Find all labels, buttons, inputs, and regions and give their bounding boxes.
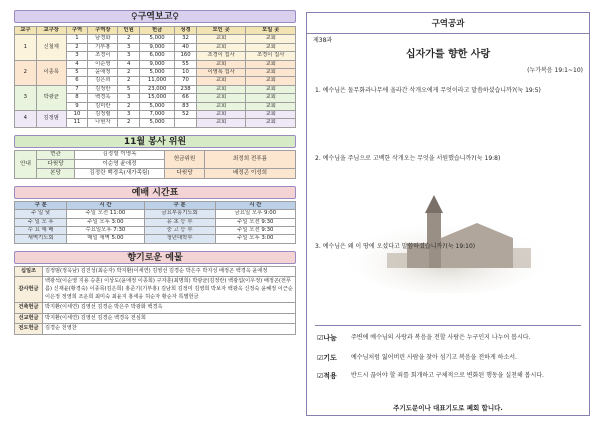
report-cell: 교회 xyxy=(246,43,296,51)
report-header-cell: 성경 xyxy=(175,27,197,35)
report-cell: 2 xyxy=(118,77,140,85)
report-row xyxy=(15,85,296,93)
report-row xyxy=(15,35,296,43)
lesson-section-title: 구역공과 xyxy=(307,13,589,34)
times-cell: 주일 오전 9:30 xyxy=(215,218,295,226)
report-cell: 55 xyxy=(175,60,197,68)
times-header-row xyxy=(15,201,296,209)
times-header-cell: 시 간 xyxy=(215,201,295,209)
times-cell: 주일 오후 3:00 xyxy=(67,218,144,226)
times-cell: 매일 새벽 5:00 xyxy=(67,235,144,243)
parish-leader-cell: 이종목 xyxy=(36,60,66,85)
report-cell: 김미란 xyxy=(88,102,118,110)
report-cell: 교회 xyxy=(196,119,246,127)
parish-leader-cell: 박광균 xyxy=(36,85,66,110)
times-cell: 청년대학부 xyxy=(144,235,215,243)
divider xyxy=(315,325,581,326)
report-cell: 3 xyxy=(118,94,140,102)
times-cell: 금요부흥기도회 xyxy=(144,210,215,218)
times-header-cell: 시 간 xyxy=(67,201,144,209)
report-cell: 7,000 xyxy=(139,111,174,119)
report-table xyxy=(14,26,296,128)
lesson-reference: (누가복음 19:1~10) xyxy=(527,67,583,74)
report-cell: 교회 xyxy=(196,85,246,93)
report-cell: 3 xyxy=(118,43,140,51)
report-cell: 교회 xyxy=(196,102,246,110)
report-cell: 6,000 xyxy=(139,52,174,60)
times-row xyxy=(15,218,296,226)
times-cell: 수 요 예 배 xyxy=(15,226,67,234)
report-cell: 조경이 집사 xyxy=(196,52,246,60)
report-cell: 윤애정 xyxy=(88,69,118,77)
report-cell: 김은희 xyxy=(88,77,118,85)
offering-type: 전도헌금 xyxy=(15,324,43,335)
times-cell: 주 일 오 후 xyxy=(15,218,67,226)
report-cell: 10 xyxy=(66,111,88,119)
question-3: 3. 예수님은 왜 이 땅에 오셨다고 말씀하셨습니까?(눅 19:10) xyxy=(315,243,476,250)
service-row-label: 본당 xyxy=(37,169,75,178)
report-row xyxy=(15,60,296,68)
times-cell: 유 초 등 부 xyxy=(144,218,215,226)
report-cell: 교회 xyxy=(196,60,246,68)
service-title: 11월 봉사 위원 xyxy=(14,135,296,148)
report-cell: 70 xyxy=(175,77,197,85)
report-cell: 40 xyxy=(175,43,197,51)
report-cell: 3 xyxy=(66,52,88,60)
offering-names: 백광석(이순영 지용 승훈) 이상도(윤애정 이종희) 구자훈(최명희) 박광균(김정란) 백광섭(이우정) 배정곤(전푸름) 신재윤(황경숙) 이종목(김은희) 홍준기(기부홍) 김남희 김정미 김영희 박보자 백광옥 신정숙 윤혜정 이근순 이은정 정영희 조운희 최미숙 최윤지 홍세웅 허순자 황순자 특별헌금 xyxy=(43,277,296,303)
service-row-value: 김정렬 이명옥 xyxy=(75,150,165,159)
application-share xyxy=(317,333,583,343)
report-cell: 2 xyxy=(118,119,140,127)
times-cell: 주일 오후 3:00 xyxy=(215,235,295,243)
application-label: ☑기도 xyxy=(317,354,337,362)
offering-row xyxy=(15,266,296,277)
report-cell: 교회 xyxy=(196,94,246,102)
report-cell: 교회 xyxy=(196,35,246,43)
parish-leader-cell: 김정범 xyxy=(36,111,66,128)
report-cell: 교회 xyxy=(196,77,246,85)
report-cell: 교회 xyxy=(246,102,296,110)
report-cell: 2 xyxy=(66,43,88,51)
report-header-row xyxy=(15,27,296,35)
report-cell: 3 xyxy=(118,111,140,119)
times-row xyxy=(15,235,296,243)
times-cell: 주일 오전 11:00 xyxy=(67,210,144,218)
offering-committee-value: 최정희 전푸름 xyxy=(205,150,296,169)
report-cell: 9 xyxy=(66,102,88,110)
service-row-value: 이순영 윤애정 xyxy=(75,160,165,169)
offering-type: 선교헌금 xyxy=(15,313,43,324)
report-cell: 11 xyxy=(66,119,88,127)
report-cell: 기부홍 xyxy=(88,43,118,51)
offering-row xyxy=(15,313,296,324)
report-cell: 교회 xyxy=(246,77,296,85)
report-cell: 1 xyxy=(66,35,88,43)
report-header-cell: 인원 xyxy=(118,27,140,35)
report-cell: 4 xyxy=(118,60,140,68)
offering-names: 김정범(정옥남) 김진성(최순자) 박지환(이세연) 김영선 김경순 박은주 박지성 배정곤 백경옥 윤애정 xyxy=(43,266,296,277)
report-cell: 교회 xyxy=(246,111,296,119)
report-cell: 5,000 xyxy=(139,119,174,127)
parish-cell: 3 xyxy=(15,85,37,110)
report-cell: 교회 xyxy=(246,60,296,68)
times-cell: 새벽기도회 xyxy=(15,235,67,243)
report-cell: 5,000 xyxy=(139,69,174,77)
report-cell: 83 xyxy=(175,102,197,110)
offering-title: 향기로운 예물 xyxy=(14,251,296,264)
parish-cell: 1 xyxy=(15,35,37,60)
times-title: 예배 시간표 xyxy=(14,186,296,199)
lesson-week: 제38과 xyxy=(313,37,333,44)
offering-type: 감사헌금 xyxy=(15,277,43,303)
report-cell: 나현자 xyxy=(88,119,118,127)
left-column xyxy=(14,10,296,335)
offering-names: 박지환(이세연) 김영선 김경순 백경옥 전심희 xyxy=(43,313,296,324)
application-text: 예수님처럼 잃어버린 사람을 찾아 섬기고 복음을 전하게 하소서. xyxy=(351,354,517,361)
offering-names: 박지환(이세연) 김영선 김경순 박은주 박광화 백경옥 xyxy=(43,303,296,314)
report-cell: 11,000 xyxy=(139,77,174,85)
lesson-panel xyxy=(306,12,590,416)
report-cell: 교회 xyxy=(246,119,296,127)
question-1: 1. 예수님은 돌무화과나무에 올라간 삭개오에게 무엇이라고 말씀하셨습니까?(눅 19:5) xyxy=(315,87,541,94)
report-cell: 조경이 집사 xyxy=(246,52,296,60)
report-cell: 교회 xyxy=(246,35,296,43)
report-cell: 김정렬 xyxy=(88,111,118,119)
dawit-label: 다윗당 xyxy=(165,169,205,178)
report-cell: 4 xyxy=(66,60,88,68)
application-label: ☑나눔 xyxy=(317,334,337,342)
offering-committee-label: 헌금위원 xyxy=(165,150,205,169)
report-cell: 2 xyxy=(118,102,140,110)
report-cell: 2 xyxy=(118,35,140,43)
report-cell: 9,000 xyxy=(139,43,174,51)
parish-leader-cell: 신철재 xyxy=(36,35,66,60)
lesson-title: 십자가를 향한 사랑 xyxy=(405,49,491,60)
times-cell: 수요일오후 7:30 xyxy=(67,226,144,234)
report-cell: 160 xyxy=(175,52,197,60)
offering-row xyxy=(15,277,296,303)
report-cell: 5,000 xyxy=(139,35,174,43)
offering-type: 건축헌금 xyxy=(15,303,43,314)
report-header-cell: 구역 xyxy=(66,27,88,35)
question-2: 2. 예수님을 주님으로 고백한 삭개오는 무엇을 서원했습니까?(눅 19:8) xyxy=(315,155,501,162)
offering-names: 김경순 천영찬 xyxy=(43,324,296,335)
report-header-cell: 모일 곳 xyxy=(246,27,296,35)
service-guide-label: 안내 xyxy=(15,150,37,178)
service-row-label: 다윗당 xyxy=(37,160,75,169)
report-cell: 3 xyxy=(118,52,140,60)
report-cell: 5,000 xyxy=(139,102,174,110)
offering-row xyxy=(15,324,296,335)
report-header-cell: 헌금 xyxy=(139,27,174,35)
offering-row xyxy=(15,303,296,314)
report-cell: 32 xyxy=(175,35,197,43)
service-row-value: 김정란 백경옥(새가족팀) xyxy=(75,169,165,178)
report-cell: 교회 xyxy=(196,111,246,119)
report-cell: 이순영 xyxy=(88,60,118,68)
report-cell: 2 xyxy=(118,69,140,77)
report-title: ♀구역보고♀ xyxy=(14,10,296,23)
report-cell: 15,000 xyxy=(139,94,174,102)
report-cell: 교회 xyxy=(246,85,296,93)
dawit-value: 배정곤 이성희 xyxy=(205,169,296,178)
offering-type: 십일조 xyxy=(15,266,43,277)
report-cell: 교회 xyxy=(196,43,246,51)
report-header-cell: 구역장 xyxy=(88,27,118,35)
report-cell: 교회 xyxy=(246,94,296,102)
report-cell: 52 xyxy=(175,111,197,119)
times-header-cell: 구 분 xyxy=(15,201,67,209)
application-prayer xyxy=(317,353,583,363)
report-cell: 5 xyxy=(66,69,88,77)
report-cell: 23,000 xyxy=(139,85,174,93)
report-cell: 이영록 집사 xyxy=(196,69,246,77)
report-row xyxy=(15,111,296,119)
report-header-cell: 교구장 xyxy=(36,27,66,35)
report-cell: 10 xyxy=(175,69,197,77)
parish-cell: 2 xyxy=(15,60,37,85)
report-cell: 백경옥 xyxy=(88,94,118,102)
application-text: 주변에 예수님의 사랑과 복음을 전할 사람은 누구인지 나누어 봅시다. xyxy=(351,334,531,341)
application-text: 반드시 끊어야 할 죄를 회개하고 구체적으로 변화된 행동을 실천해 봅시다. xyxy=(351,372,544,379)
service-row-label: 현관 xyxy=(37,150,75,159)
report-cell xyxy=(175,119,197,127)
report-cell: 238 xyxy=(175,85,197,93)
times-row xyxy=(15,210,296,218)
times-cell: 중 고 등 부 xyxy=(144,226,215,234)
report-cell: 66 xyxy=(175,94,197,102)
application-practice xyxy=(317,371,583,381)
times-row xyxy=(15,226,296,234)
parish-cell: 4 xyxy=(15,111,37,128)
closing-text: 주기도문이나 대표기도로 폐회 합니다. xyxy=(393,404,503,412)
report-cell: 5 xyxy=(118,85,140,93)
report-header-cell: 모인 곳 xyxy=(196,27,246,35)
report-cell: 6 xyxy=(66,77,88,85)
report-cell: 교회 xyxy=(246,69,296,77)
report-cell: 조경이 xyxy=(88,52,118,60)
report-cell: 7 xyxy=(66,85,88,93)
times-table xyxy=(14,201,296,244)
application-label: ☑적용 xyxy=(317,372,337,380)
report-header-cell: 교구 xyxy=(15,27,37,35)
offering-table xyxy=(14,266,296,335)
times-header-cell: 구 분 xyxy=(144,201,215,209)
report-cell: 8 xyxy=(66,94,88,102)
report-cell: 김정란 xyxy=(88,85,118,93)
report-cell: 9,000 xyxy=(139,60,174,68)
report-cell: 남경화 xyxy=(88,35,118,43)
times-cell: 주일 오전 9:30 xyxy=(215,226,295,234)
times-cell: 주 일 낮 xyxy=(15,210,67,218)
times-cell: 금요일 오후 9:00 xyxy=(215,210,295,218)
service-table xyxy=(14,150,296,179)
